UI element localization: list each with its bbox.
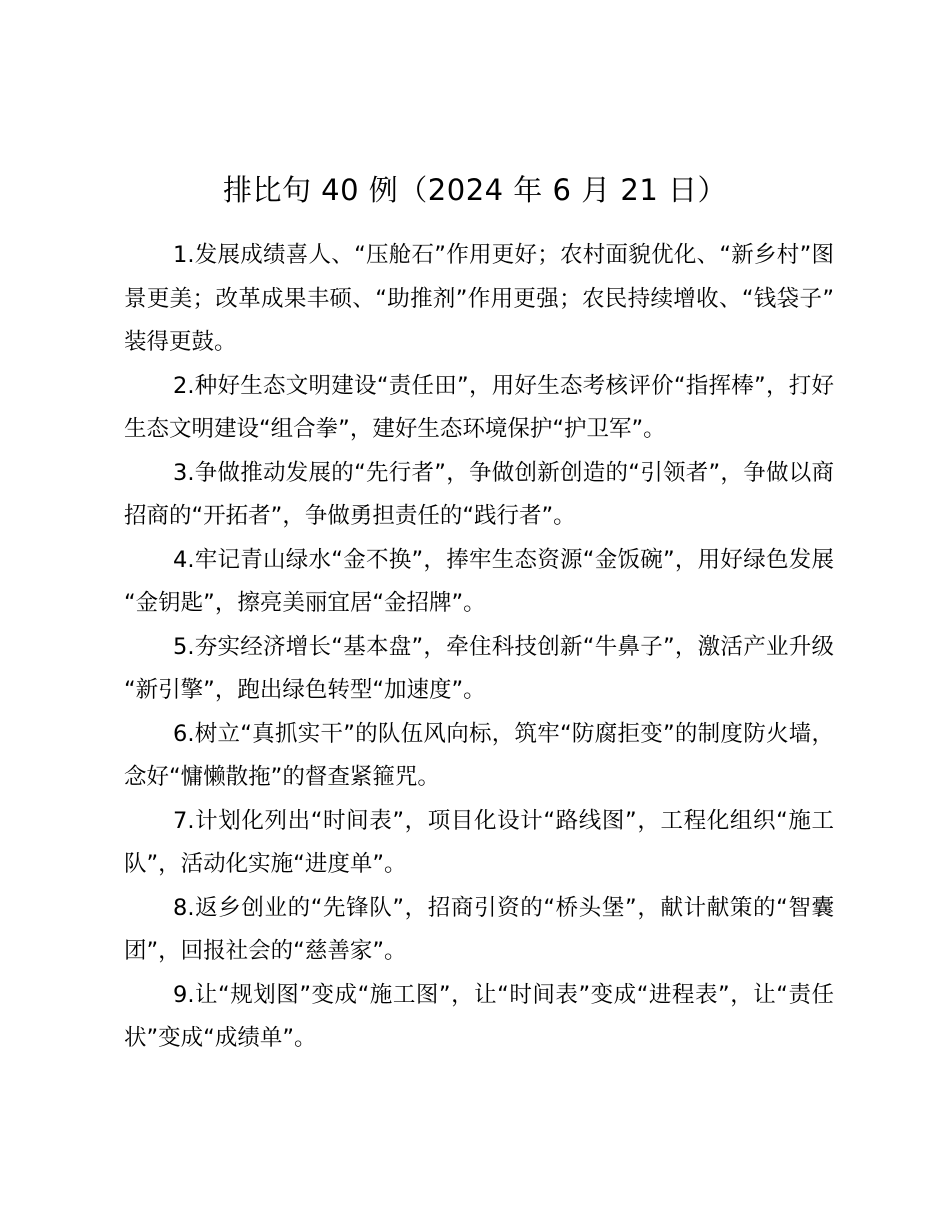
paragraph-9: 9.让“规划图”变成“施工图”，让“时间表”变成“进程表”，让“责任状”变成“成绩单”。 [124,981,834,1051]
paragraph-4: 4.牢记青山绿水“金不换”，捧牢生态资源“金饭碗”，用好绿色发展“金钥匙”，擦亮美丽宜居“金招牌”。 [124,546,834,616]
document-body [124,234,834,1061]
paragraph-6: 6.树立“真抓实干”的队伍风向标，筑牢“防腐拒变”的制度防火墙，念好“慵懒散拖”的督查紧箍咒。 [124,720,834,790]
paragraph-2: 2.种好生态文明建设“责任田”，用好生态考核评价“指挥棒”，打好生态文明建设“组合拳”，建好生态环境保护“护卫军”。 [124,372,834,442]
paragraph-1: 1.发展成绩喜人、“压舱石”作用更好；农村面貌优化、“新乡村”图景更美；改革成果丰硕、“助推剂”作用更强；农民持续增收、“钱袋子”装得更鼓。 [124,242,834,355]
paragraph-5: 5.夯实经济增长“基本盘”，牵住科技创新“牛鼻子”，激活产业升级“新引擎”，跑出绿色转型“加速度”。 [124,633,834,703]
paragraph-3: 3.争做推动发展的“先行者”，争做创新创造的“引领者”，争做以商招商的“开拓者”，争做勇担责任的“践行者”。 [124,459,834,529]
paragraph-8: 8.返乡创业的“先锋队”，招商引资的“桥头堡”，献计献策的“智囊团”，回报社会的“慈善家”。 [124,894,834,964]
paragraph-7: 7.计划化列出“时间表”，项目化设计“路线图”，工程化组织“施工队”，活动化实施“进度单”。 [124,807,834,877]
document-title: 排比句 40 例（2024 年 6 月 21 日） [222,173,728,207]
